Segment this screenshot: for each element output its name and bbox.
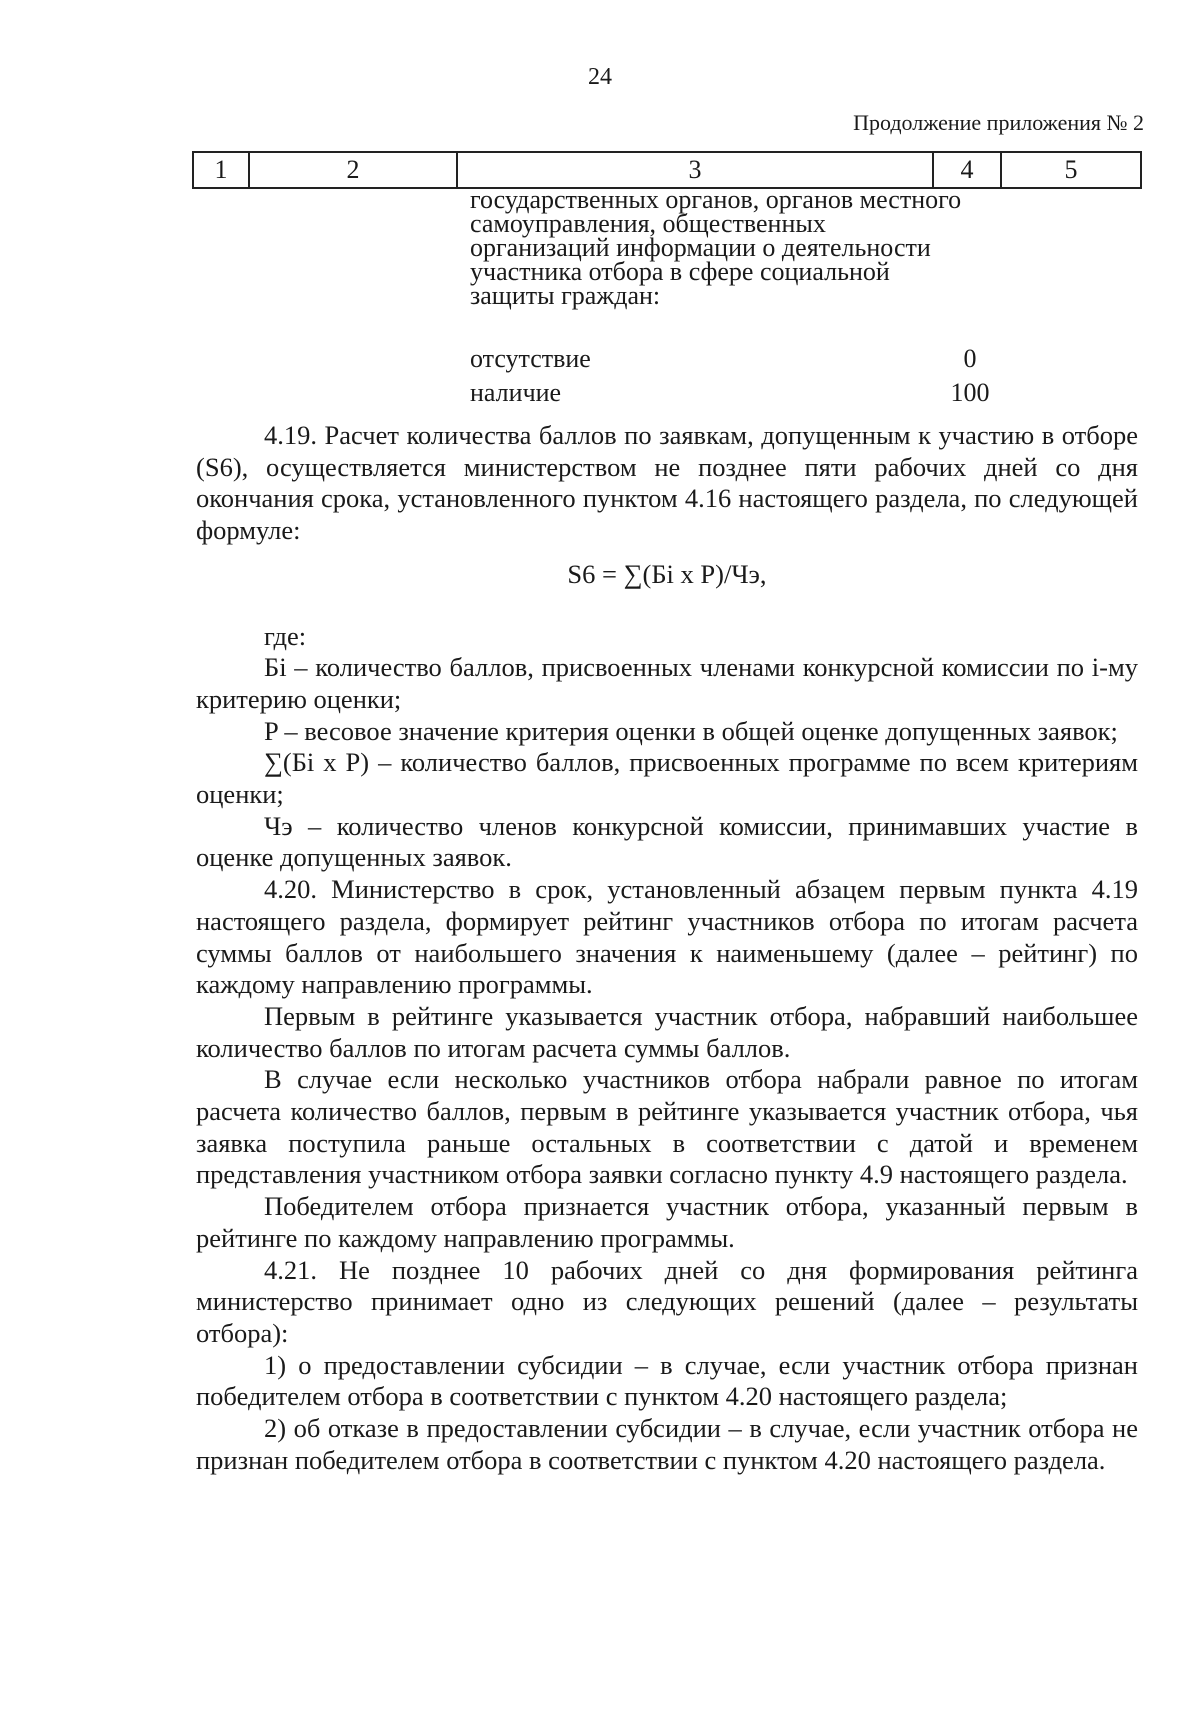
paragraph: В случае если несколько участников отбора набрали равное по итогам расчета количество баллов, первым в рейтинге указывается участник отбора, чья заявка поступила раньше остальных в соответствии с датой и временем представления участником отбора заявки согласно пункту 4.9 настоящего раздела. <box>196 1064 1138 1190</box>
paragraph-definition: Чэ – количество членов конкурсной комиссии, принимавших участие в оценке допущенных заявок. <box>196 810 1138 873</box>
paragraph-list-item: 1) о предоставлении субсидии – в случае, если участник отбора признан победителем отбора в соответствии с пунктом 4.20 настоящего раздела; <box>196 1349 1138 1412</box>
document-body <box>196 420 1138 1477</box>
formula: S6 = ∑(Бi x P)/Чэ, <box>567 558 767 589</box>
criterion-option-value: 100 <box>950 378 990 407</box>
table-header-row <box>193 152 1141 188</box>
paragraph-where: где: <box>264 620 307 651</box>
paragraph-4-21: 4.21. Не позднее 10 рабочих дней со дня формирования рейтинга министерство принимает одно из следующих решений (далее – результаты отбора): <box>196 1254 1138 1348</box>
page-number: 24 <box>588 64 612 90</box>
appendix-continuation-note: Продолжение приложения № 2 <box>853 110 1144 135</box>
table-header-cell: 3 <box>457 152 933 188</box>
paragraph-list-item: 2) об отказе в предоставлении субсидии – в случае, если участник отбора не признан победителем отбора в соответствии с пунктом 4.20 настоящего раздела. <box>196 1413 1138 1475</box>
criterion-option-label: отсутствие <box>470 344 591 373</box>
table-header-cell: 5 <box>1001 152 1141 188</box>
criterion-text: государственных органов, органов местного самоуправления, общественных организаций информации о деятельности участника отбора в сфере социальной защиты граждан: <box>470 185 962 310</box>
table-header-cell: 2 <box>249 152 457 188</box>
table-header-cell: 4 <box>933 152 1001 188</box>
paragraph-definition: Бi – количество баллов, присвоенных членами конкурсной комиссии по i-му критерию оценки; <box>196 652 1138 714</box>
paragraph-4-20: 4.20. Министерство в срок, установленный абзацем первым пункта 4.19 настоящего раздела, формирует рейтинг участников отбора по итогам расчета суммы баллов от наибольшего значения к наименьшему (далее – рейтинг) по каждому направлению программы. <box>196 874 1138 1000</box>
column-number-table <box>192 151 1142 189</box>
paragraph-definition: ∑(Бi x P) – количество баллов, присвоенных программе по всем критериям оценки; <box>196 747 1138 810</box>
paragraph-definition: P – весовое значение критерия оценки в общей оценке допущенных заявок; <box>264 715 1118 746</box>
paragraph: Победителем отбора признается участник отбора, указанный первым в рейтинге по каждому направлению программы. <box>196 1191 1138 1253</box>
criterion-option-label: наличие <box>470 378 562 407</box>
paragraph-4-19: 4.19. Расчет количества баллов по заявкам, допущенным к участию в отборе (S6), осуществляется министерством не позднее пяти рабочих дней со дня окончания срока, установленного пунктом 4.16 настоящего раздела, по следующей формуле: <box>196 420 1138 546</box>
paragraph: Первым в рейтинге указывается участник отбора, набравший наибольшее количество баллов по итогам расчета суммы баллов. <box>196 1000 1138 1063</box>
criterion-option-value: 0 <box>963 344 977 373</box>
table-header-cell: 1 <box>193 152 249 188</box>
